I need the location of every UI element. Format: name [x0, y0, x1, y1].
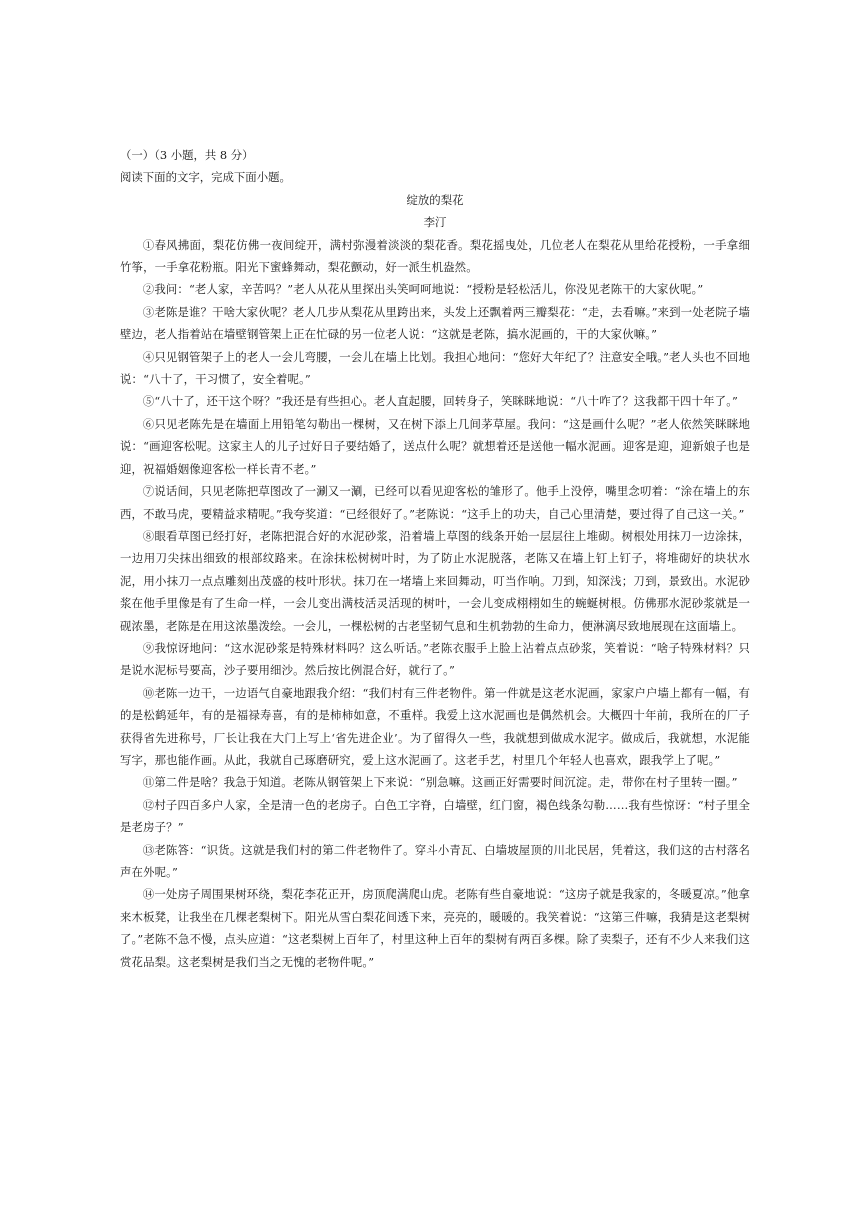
document-page — [120, 144, 750, 973]
article-title: 绽放的梨花 — [406, 192, 464, 207]
paragraph: ①春风拂面，梨花仿佛一夜间绽开，满村弥漫着淡淡的梨花香。梨花摇曳处，几位老人在梨花从里给花授粉，一手拿细竹筝，一手拿花粉瓶。阳光下蜜蜂舞动，梨花颤动，好一派生机盎然。 — [120, 237, 750, 275]
paragraph: ③老陈是谁？干啥大家伙呢？老人几步从梨花从里跨出来，头发上还飘着两三瓣梨花：“走，去看嘛。”来到一处老院子墙壁边，老人指着站在墙壁钢管架上正在忙碌的另一位老人说：“这就是老陈，搞水泥画的，干的大家伙嘛。” — [120, 304, 750, 342]
paragraph: ⑫村子四百多户人家，全是清一色的老房子。白色工字脊，白墙壁，红门窗，褐色线条勾勒……我有些惊讶：“村子里全是老房子？” — [120, 797, 750, 835]
article-author: 李汀 — [423, 215, 447, 230]
paragraph: ⑬老陈答：“识货。这就是我们村的第二件老物件了。穿斗小青瓦、白墙坡屋顶的川北民居，凭着这，我们这的古村落名声在外呢。” — [120, 842, 750, 879]
paragraph: ⑤“八十了，还干这个呀？”我还是有些担心。老人直起腰，回转身子，笑眯眯地说：“八十咋了？这我都干四十年了。” — [142, 394, 739, 409]
paragraph: ⑪第二件是啥？我急于知道。老陈从钢管架上下来说：“别急嘛。这画正好需要时间沉淀。走，带你在村子里转一圈。” — [142, 775, 738, 790]
paragraph: ⑦说话间，只见老陈把草图改了一涮又一涮，已经可以看见迎客松的雏形了。他手上没停，嘴里念叨着：“涂在墙上的东西，不敢马虎，要精益求精呢。”我夸奖道：“已经很好了。”老陈说：“这手上的功夫，自己心里清楚，要过得了自己这一关。” — [120, 484, 750, 521]
paragraph: ⑥只见老陈先是在墙面上用铅笔勾勒出一棵树，又在树下添上几间茅草屋。我问：“这是画什么呢？”老人依然笑眯眯地说：“画迎客松呢。这家主人的儿子过好日子要结婚了，送点什么呢？就想着还是送他一幅水泥画。迎客是迎，迎新娘子也是迎，祝福婚姻像迎客松一样长青不老。” — [120, 416, 750, 476]
paragraph: ⑨我惊讶地问：“这水泥砂浆是特殊材料吗？这么听话。”老陈衣服手上脸上沾着点点砂浆，笑着说：“啥子特殊材料？只是说水泥标号要高，沙子要用细沙。然后按比例混合好，就行了。” — [120, 640, 750, 678]
paragraph: ④只见钢管架子上的老人一会儿弯腰，一会儿在墙上比划。我担心地问：“您好大年纪了？注意安全哦。”老人头也不回地说：“八十了，干习惯了，安全着呢。” — [120, 349, 750, 387]
paragraph: ⑧眼看草图已经打好，老陈把混合好的水泥砂浆，沿着墙上草图的线条开始一层层往上堆砌。树根处用抹刀一边涂抹，一边用刀尖抹出细致的根部纹路来。在涂抹松树树叶时，为了防止水泥脱落，老陈又在墙上钉上钉子，将堆砌好的块状水泥，用小抹刀一点点雕刻出茂盛的枝叶形状。抹刀在一堵墙上来回舞动，叮当作响。刀到，知深浅；刀到，景致出。水泥砂浆在他手里像是有了生命一样，一会儿变出满枝活灵活现的树叶，一会儿变成栩栩如生的蜿蜒树根。仿佛那水泥砂浆就是一砚浓墨，老陈是在用这浓墨泼绘。一会儿，一棵松树的古老坚韧气息和生机勃勃的生命力，便淋漓尽致地展现在这面墙上。 — [120, 528, 750, 633]
paragraph: ⑩老陈一边干，一边语气自豪地跟我介绍：“我们村有三件老物件。第一件就是这老水泥画，家家户户墙上都有一幅，有的是松鹤延年，有的是福禄寿喜，有的是柿柿如意，不重样。我爱上这水泥画也是偶然机会。大概四十年前，我所在的厂子获得省先进称号，厂长让我在大门上写上‘省先进企业’。为了留得久一些，我就想到做成水泥字。做成后，我就想，水泥能写字，那也能作画。从此，我就自己琢磨研究，爱上这水泥画了。这老手艺，村里几个年轻人也喜欢，跟我学上了呢。” — [120, 685, 750, 767]
instruction-text: 阅读下面的文字，完成下面小题。 — [120, 170, 291, 185]
section-heading: （一）（3 小题，共 8 分） — [120, 148, 254, 162]
paragraph: ②我问：“老人家，辛苦吗？”老人从花从里探出头笑呵呵地说：“授粉是轻松活儿，你没见老陈干的大家伙呢。” — [142, 282, 704, 297]
paragraph: ⑭一处房子周围果树环绕，梨花李花正开，房顶爬满爬山虎。老陈有些自豪地说：“这房子就是我家的，冬暖夏凉。”他拿来木板凳，让我坐在几棵老梨树下。阳光从雪白梨花间透下来，亮亮的，暖暖的。我笑着说：“这第三件嘛，我猜是这老梨树了。”老陈不急不慢，点头应道：“这老梨树上百年了，村里这种上百年的梨树有两百多棵。除了卖梨子，还有不少人来我们这赏花品梨。这老梨树是我们当之无愧的老物件呢。” — [120, 887, 750, 969]
